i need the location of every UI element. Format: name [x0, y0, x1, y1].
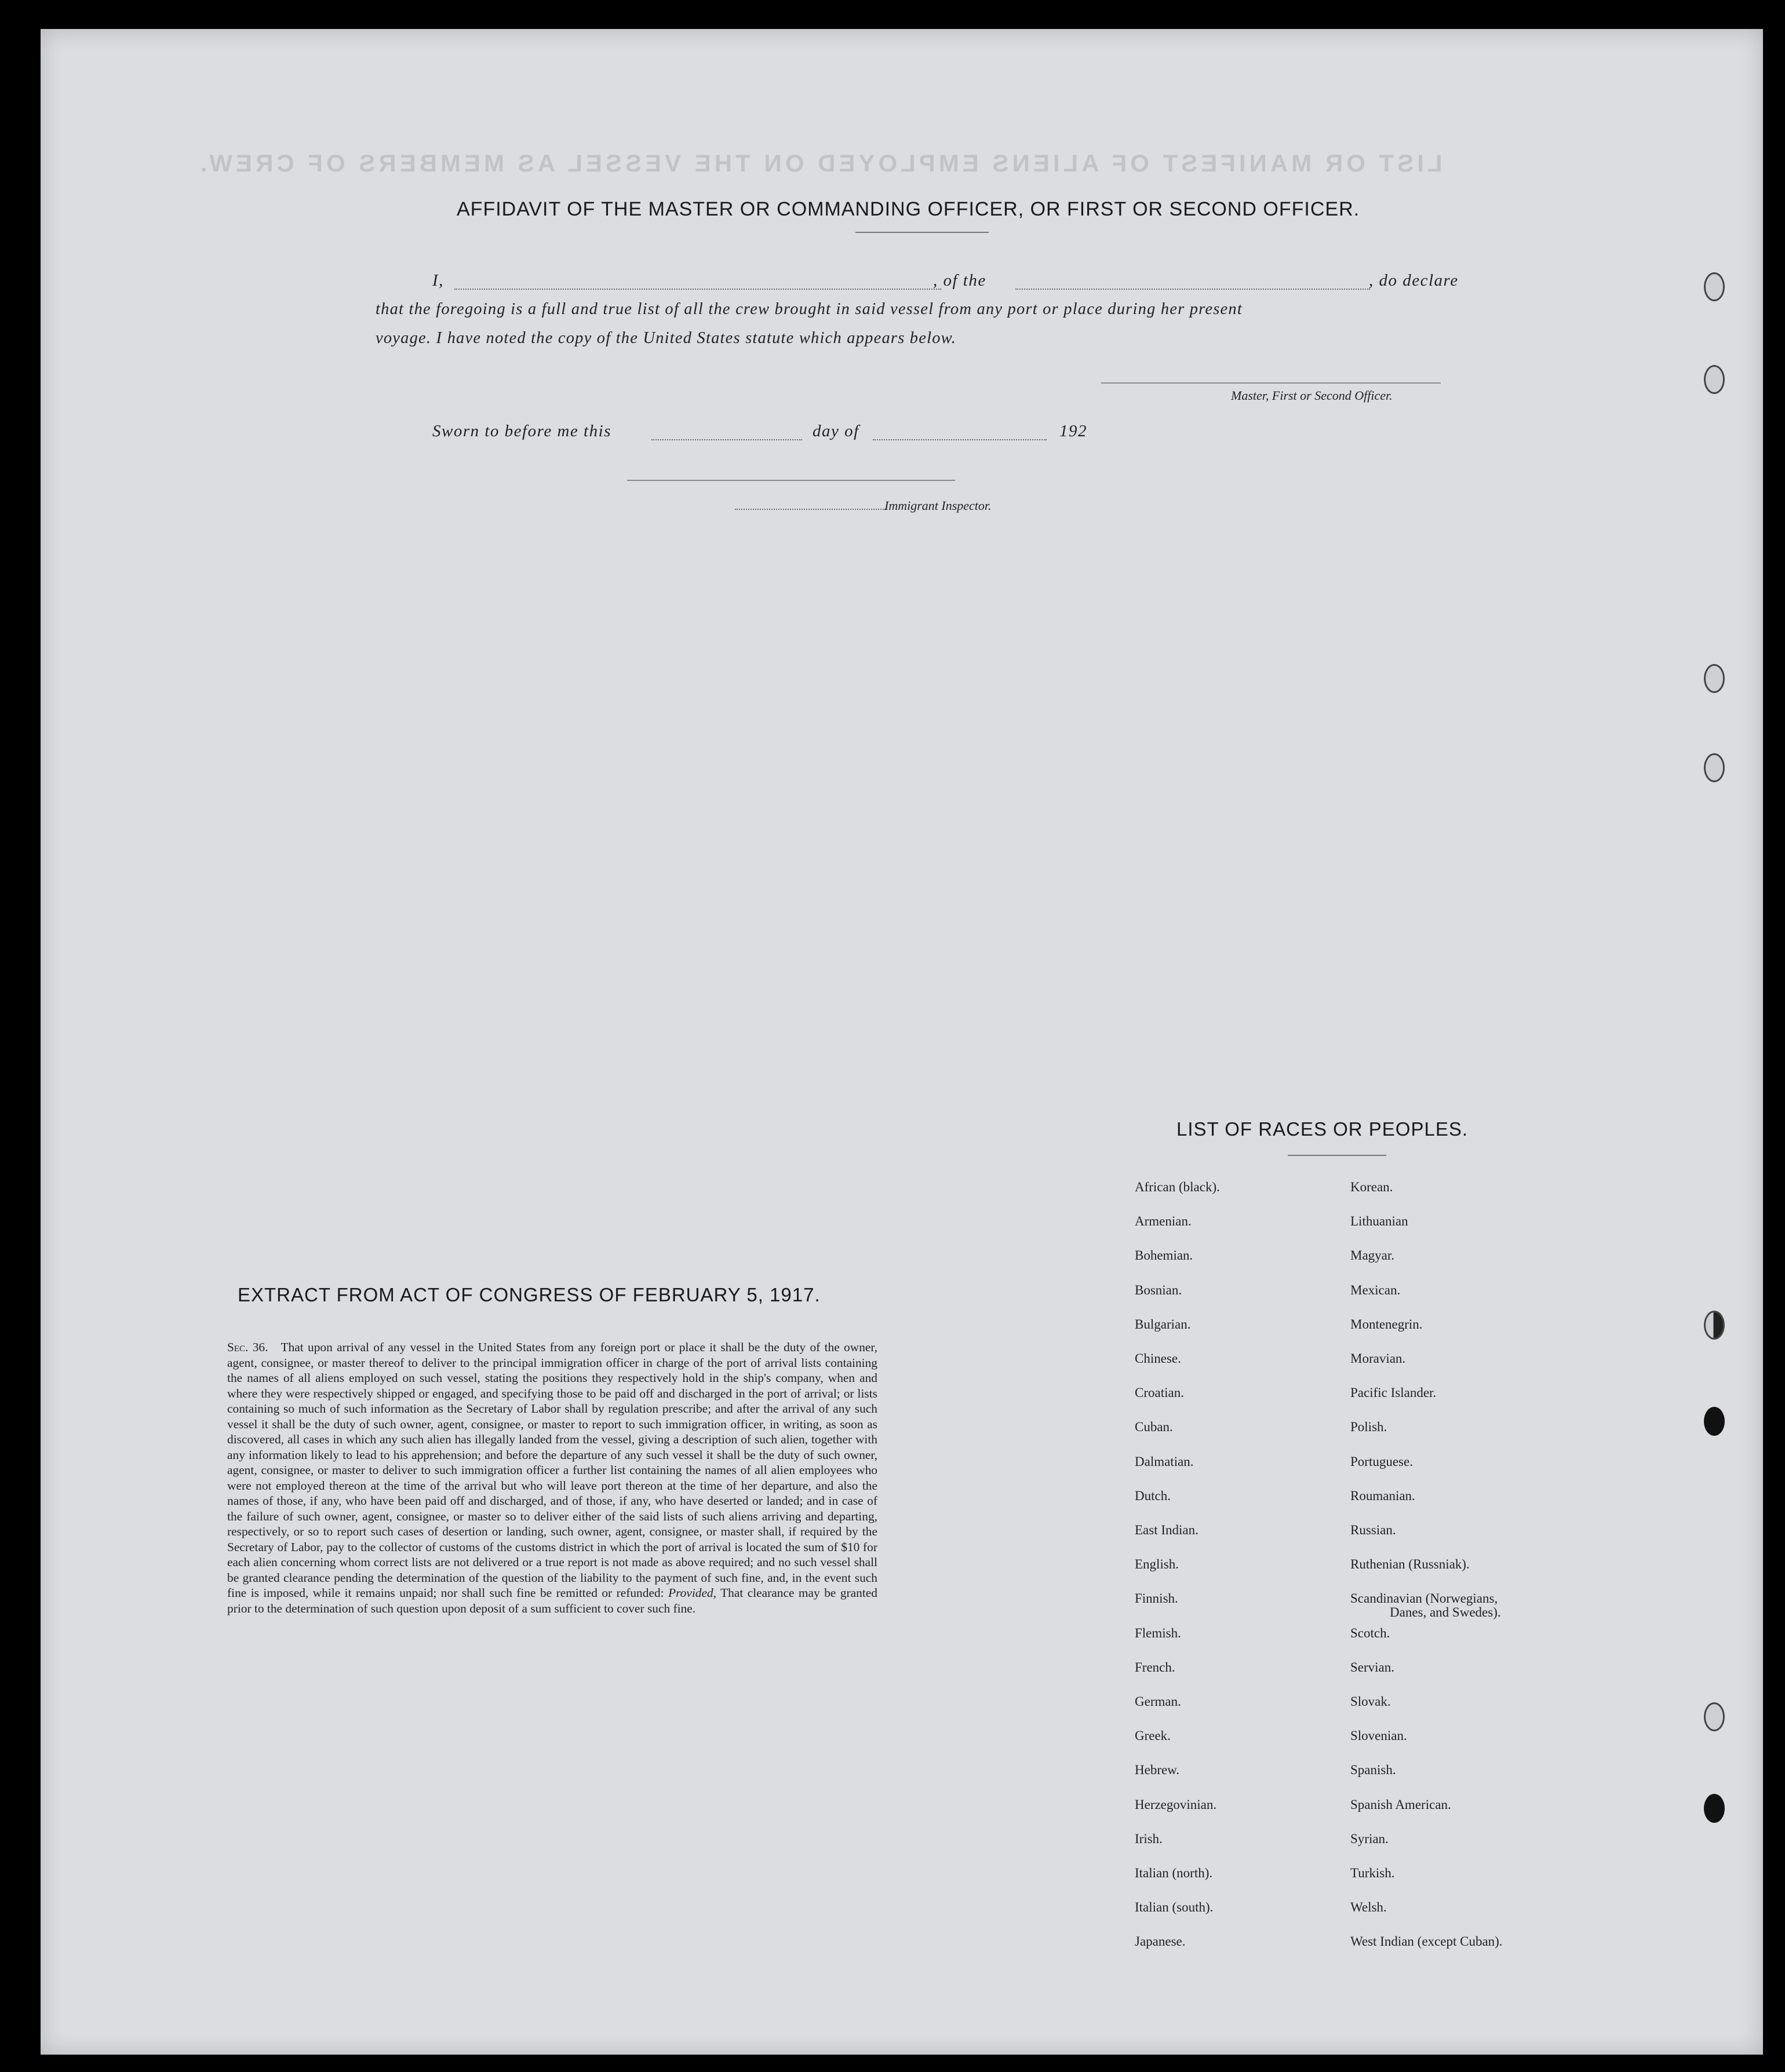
- race-item: East Indian.: [1135, 1523, 1198, 1537]
- section-label: Sec. 36.: [227, 1340, 268, 1354]
- punch-hole: [1704, 664, 1725, 693]
- race-item: Herzegovinian.: [1135, 1797, 1217, 1812]
- race-item: Cuban.: [1135, 1420, 1173, 1435]
- race-item: Bohemian.: [1135, 1248, 1193, 1263]
- race-item: Mexican.: [1350, 1282, 1401, 1297]
- race-item: Scandinavian (Norwegians,: [1350, 1591, 1498, 1606]
- punch-hole: [1704, 1702, 1725, 1731]
- provided-label: Provided,: [668, 1586, 717, 1600]
- race-item: English.: [1135, 1557, 1179, 1572]
- race-item: Japanese.: [1135, 1934, 1186, 1949]
- title-underline: [855, 232, 989, 233]
- race-item: Magyar.: [1350, 1248, 1395, 1263]
- punch-hole: [1704, 1311, 1725, 1340]
- affidavit-line-2: voyage. I have noted the copy of the United States statute which appears below.: [376, 329, 957, 347]
- race-item: Ruthenian (Russniak).: [1350, 1557, 1470, 1572]
- race-item: Slovenian.: [1350, 1728, 1407, 1743]
- inspector-blank[interactable]: [735, 509, 886, 510]
- race-item: Armenian.: [1135, 1214, 1192, 1229]
- races-title-underline: [1288, 1155, 1386, 1156]
- punch-hole: [1704, 365, 1725, 394]
- punch-hole: [1704, 1794, 1725, 1823]
- race-item: Dalmatian.: [1135, 1454, 1194, 1469]
- race-item: Slovak.: [1350, 1694, 1391, 1709]
- race-item: Servian.: [1350, 1659, 1395, 1675]
- race-item: French.: [1135, 1659, 1175, 1675]
- master-signature-line[interactable]: [1101, 382, 1441, 384]
- race-item: Dutch.: [1135, 1488, 1171, 1503]
- race-item: Spanish.: [1350, 1763, 1396, 1778]
- extract-body: [227, 1340, 877, 1616]
- affidavit-title: AFFIDAVIT OF THE MASTER OR COMMANDING OFFICER, OR FIRST OR SECOND OFFICER.: [457, 198, 1360, 220]
- race-item: Irish.: [1135, 1831, 1163, 1846]
- race-item: Korean.: [1350, 1180, 1393, 1194]
- sworn-label: Sworn to before me this: [432, 422, 611, 440]
- race-item: Pacific Islander.: [1350, 1385, 1437, 1400]
- vessel-blank[interactable]: [1015, 289, 1370, 290]
- day-blank[interactable]: [651, 439, 802, 440]
- race-item: Lithuanian: [1350, 1214, 1408, 1229]
- race-item: Russian.: [1350, 1523, 1396, 1537]
- year-label: 192: [1059, 422, 1087, 440]
- race-item: West Indian (except Cuban).: [1350, 1934, 1503, 1949]
- race-item: Moravian.: [1350, 1351, 1406, 1366]
- race-item: Syrian.: [1350, 1831, 1389, 1846]
- extract-text-2: That clearance may be granted prior to the determination of such question upon deposit of a sum sufficient to cover such fine.: [227, 1586, 877, 1615]
- race-item: Polish.: [1350, 1420, 1387, 1435]
- i-label: I,: [432, 271, 444, 290]
- inspector-label: Immigrant Inspector.: [884, 498, 992, 513]
- bleed-through-title: LIST OR MANIFEST OF ALIENS EMPLOYED ON THE VESSEL AS MEMBERS OF CREW.: [197, 149, 1442, 177]
- race-item: Scotch.: [1350, 1625, 1390, 1640]
- race-item: Portuguese.: [1350, 1454, 1413, 1469]
- race-item: Bosnian.: [1135, 1282, 1182, 1297]
- race-item: Finnish.: [1135, 1591, 1178, 1606]
- race-item: Chinese.: [1135, 1351, 1181, 1366]
- race-item: Italian (north).: [1135, 1866, 1213, 1880]
- race-item: Montenegrin.: [1350, 1316, 1423, 1332]
- race-item: Flemish.: [1135, 1625, 1181, 1640]
- master-signature-label: Master, First or Second Officer.: [1231, 388, 1393, 403]
- race-item: Danes, and Swedes).: [1390, 1605, 1501, 1620]
- races-left-column: [1135, 1180, 1367, 1973]
- punch-hole: [1704, 1407, 1725, 1436]
- race-item: Bulgarian.: [1135, 1316, 1191, 1332]
- race-item: African (black).: [1135, 1180, 1220, 1194]
- extract-title: EXTRACT FROM ACT OF CONGRESS OF FEBRUARY 5, 1917.: [238, 1284, 821, 1305]
- month-blank[interactable]: [873, 439, 1047, 440]
- race-item: Croatian.: [1135, 1385, 1184, 1400]
- race-item: Roumanian.: [1350, 1488, 1415, 1503]
- name-blank[interactable]: [454, 289, 941, 290]
- race-item: Spanish American.: [1350, 1797, 1451, 1812]
- race-item: Greek.: [1135, 1728, 1171, 1743]
- extract-text-1: That upon arrival of any vessel in the United States from any foreign port or place it shall be the duty of the owner, agent, consignee, or master thereof to deliver to the principal immigration officer in charge of the port of arrival lists containing the names of all aliens employed on such vessel, stating the positions they respectively hold in the ship's company, when and where they were respectively shipped or engaged, and specifying those to be paid off and discharged in the port of arrival; or lists containing so much of such information as the Secretary of Labor shall by regulation prescribe; and after the arrival of any such vessel it shall be the duty of such owner, agent, consignee, or master to report to such immigration officer, in writing, as soon as discovered, all cases in which any such alien has illegally landed from the vessel, giving a description of such alien, together with any information likely to lead to his apprehension; and before the departure of any such vessel it shall be the duty of such owner, agent, consignee, or master to deliver to such immigration officer a further list containing the names of all alien employees who were not employed thereon at the time of the arrival but who will leave port thereon at the time of her departure, and also the names of those, if any, who have been paid off and discharged, and of those, if any, who have deserted or landed; and in case of the failure of such owner, agent, consignee, or master so to deliver either of the said lists of such aliens arriving and departing, respectively, or so to report such cases of desertion or landing, such owner, agent, consignee, or master shall, if required by the Secretary of Labor, pay to the collector of customs of the customs district in which the port of arrival is located the sum of $10 for each alien concerning whom correct lists are not delivered or a true report is not made as above required; and no such vessel shall be granted clearance pending the determination of the question of the liability to the payment of such fine, and, in the event such fine is imposed, while it remains unpaid; nor shall such fine be remitted or refunded:: [227, 1340, 877, 1600]
- inspector-signature-line[interactable]: [627, 480, 955, 481]
- affidavit-line-1: that the foregoing is a full and true list of all the crew brought in said vessel from any port or place during her present: [376, 300, 1243, 318]
- races-title: LIST OF RACES OR PEOPLES.: [1176, 1118, 1469, 1140]
- race-item: Welsh.: [1350, 1900, 1387, 1915]
- punch-hole: [1704, 753, 1725, 782]
- races-right-column: [1350, 1180, 1582, 1973]
- race-item: Italian (south).: [1135, 1900, 1214, 1915]
- race-item: Turkish.: [1350, 1866, 1395, 1880]
- of-the-label: , of the: [933, 271, 986, 290]
- race-item: German.: [1135, 1694, 1181, 1709]
- do-declare-label: , do declare: [1369, 271, 1459, 290]
- day-of-label: day of: [813, 422, 859, 440]
- punch-hole: [1704, 272, 1725, 301]
- race-item: Hebrew.: [1135, 1763, 1180, 1778]
